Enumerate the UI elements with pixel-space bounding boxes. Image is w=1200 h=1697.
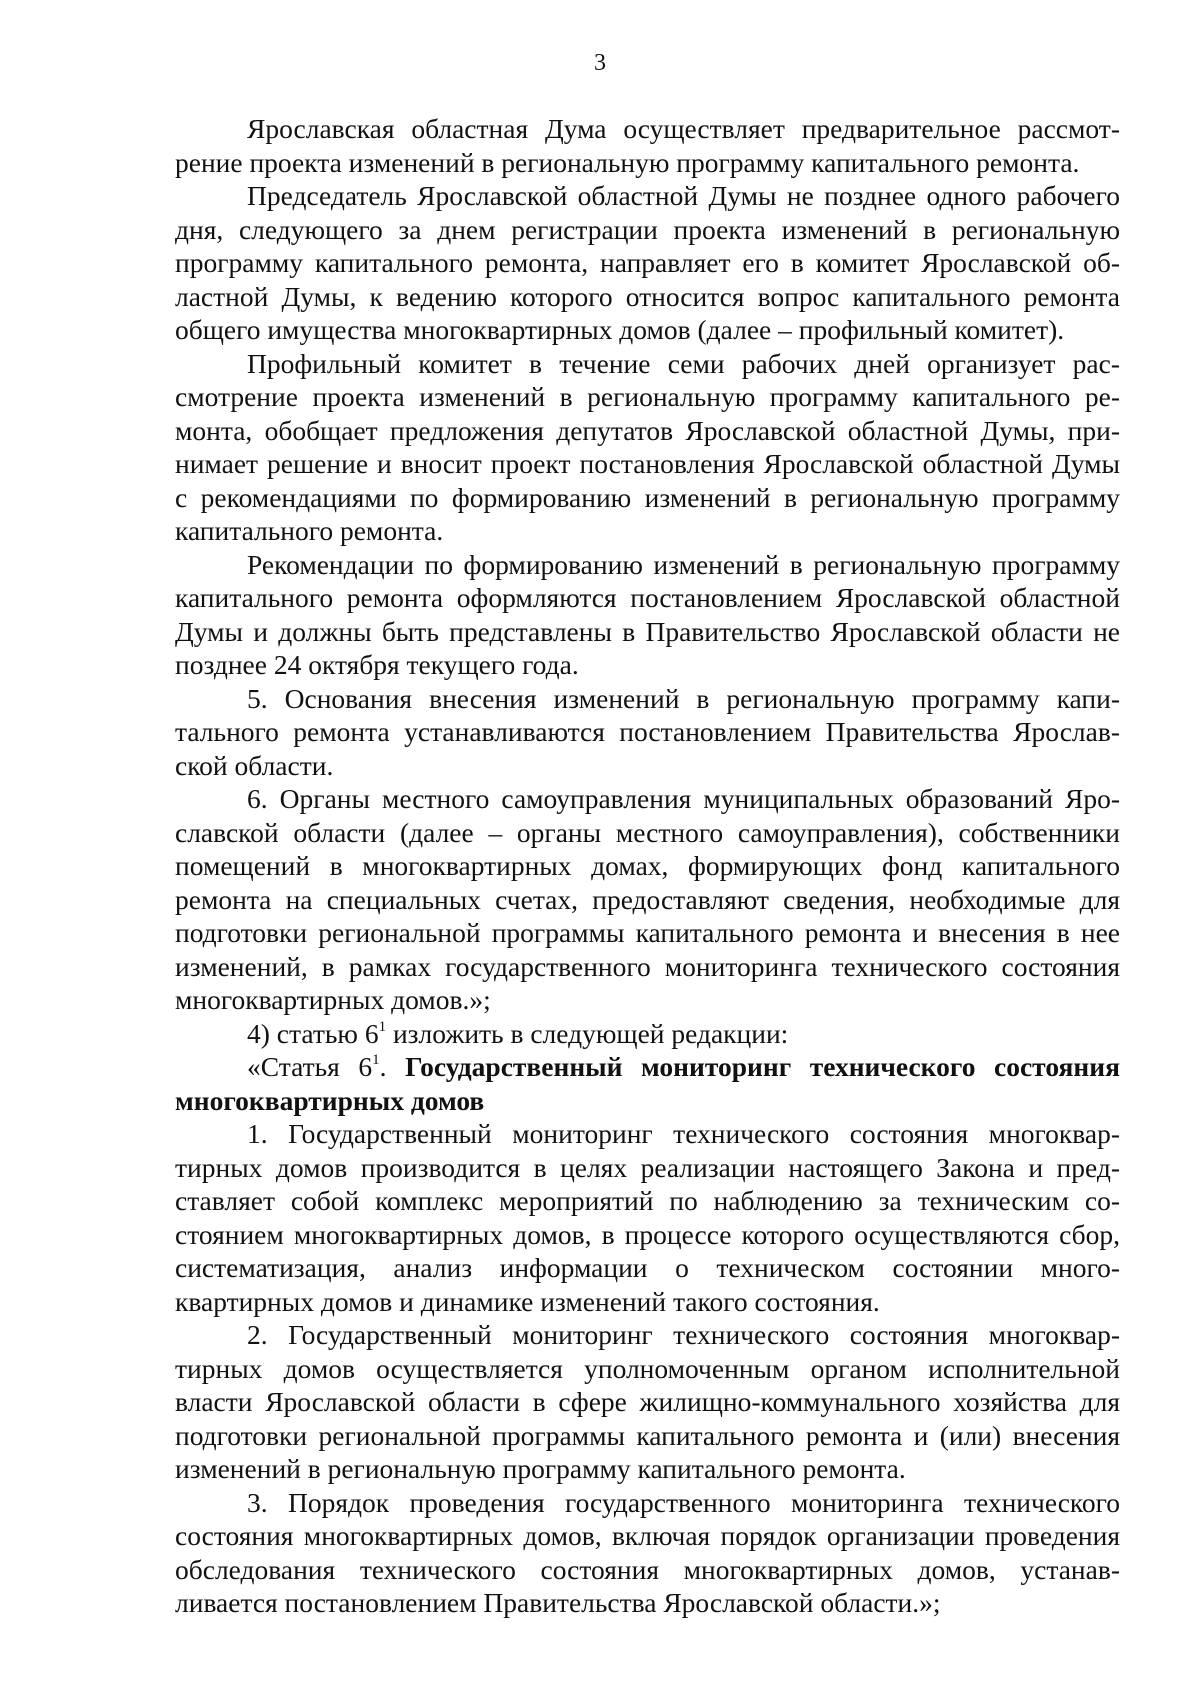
article-heading-title: Государственный мониторинг технического состояния многоквартирных домов <box>175 1051 1120 1116</box>
paragraph-duma-review: Ярославская областная Дума осуществляет предварительное рассмотрение проекта изменений в региональную программу капитального ремонта. <box>175 113 1120 178</box>
paragraph-chairman: Председатель Ярославской областной Думы не позднее одного рабочего дня, следующего за днем регистрации проекта изменений в региональную программу капитального ремонта, направляет его в комитет Ярославской областной Думы, к ведению которого относится вопрос капитального ремонта общего имущества многоквартирных домов (далее – профильный комитет). <box>175 180 1120 345</box>
paragraph-item-6: 6. Органы местного самоуправления муниципальных образований Ярославской области (далее – органы местного самоуправления), собственники помещений в многоквартирных домах, формирующих фонд капитального ремонта на специальных счетах, предоставляют сведения, необходимые для подготовки региональной программы капитального ремонта и внесения в нее изменений, в рамках государственного мониторинга технического состояния многоквартирных домов.»; <box>175 783 1120 1015</box>
paragraph-subitem-4 <box>175 1017 1120 1051</box>
page-number: 3 <box>594 50 606 76</box>
subitem-4-superscript: 1 <box>378 1018 387 1035</box>
article-paragraph-2: 2. Государственный мониторинг технического состояния многоквартирных домов осуществляется уполномоченным органом исполнительной власти Ярославской области в сфере жилищно-коммунального хозяйства для подготовки региональной программы капитального ремонта и (или) внесения изменений в региональную программу капитального ремонта. <box>175 1319 1120 1484</box>
article-heading-superscript: 1 <box>372 1052 380 1068</box>
subitem-4-text-end: изложить в следующей редакции: <box>386 1017 789 1049</box>
article-heading <box>175 1050 1120 1117</box>
article-heading-prefix: «Статья 6 <box>247 1051 373 1082</box>
article-paragraph-3: 3. Порядок проведения государственного мониторинга технического состояния многоквартирных домов, включая порядок организации проведения обследования технического состояния многоквартирных домов, устанавливается постановлением Правительства Ярославской области.»; <box>175 1486 1120 1618</box>
article-heading-dot: . <box>379 1051 406 1082</box>
document-body <box>175 112 1120 1620</box>
paragraph-profile-committee: Профильный комитет в течение семи рабочих дней организует рассмотрение проекта изменений в региональную программу капитального ремонта, обобщает предложения депутатов Ярославской областной Думы, принимает решение и вносит проект постановления Ярославской областной Думы с рекомендациями по формированию изменений в региональную программу капитального ремонта. <box>175 347 1120 546</box>
subitem-4-text: 4) статью 6 <box>247 1017 379 1049</box>
paragraph-recommendations: Рекомендации по формированию изменений в региональную программу капитального ремонта оформляются постановлением Ярославской областной Думы и должны быть представлены в Правительство Ярославской области не позднее 24 октября текущего года. <box>175 548 1120 680</box>
paragraph-item-5: 5. Основания внесения изменений в региональную программу капитального ремонта устанавливаются постановлением Правительства Ярославской области. <box>175 682 1120 781</box>
article-paragraph-1: 1. Государственный мониторинг технического состояния многоквартирных домов производится в целях реализации настоящего Закона и представляет собой комплекс мероприятий по наблюдению за техническим состоянием многоквартирных домов, в процессе которого осуществляются сбор, систематизация, анализ информации о техническом состоянии многоквартирных домов и динамике изменений такого состояния. <box>175 1118 1120 1317</box>
